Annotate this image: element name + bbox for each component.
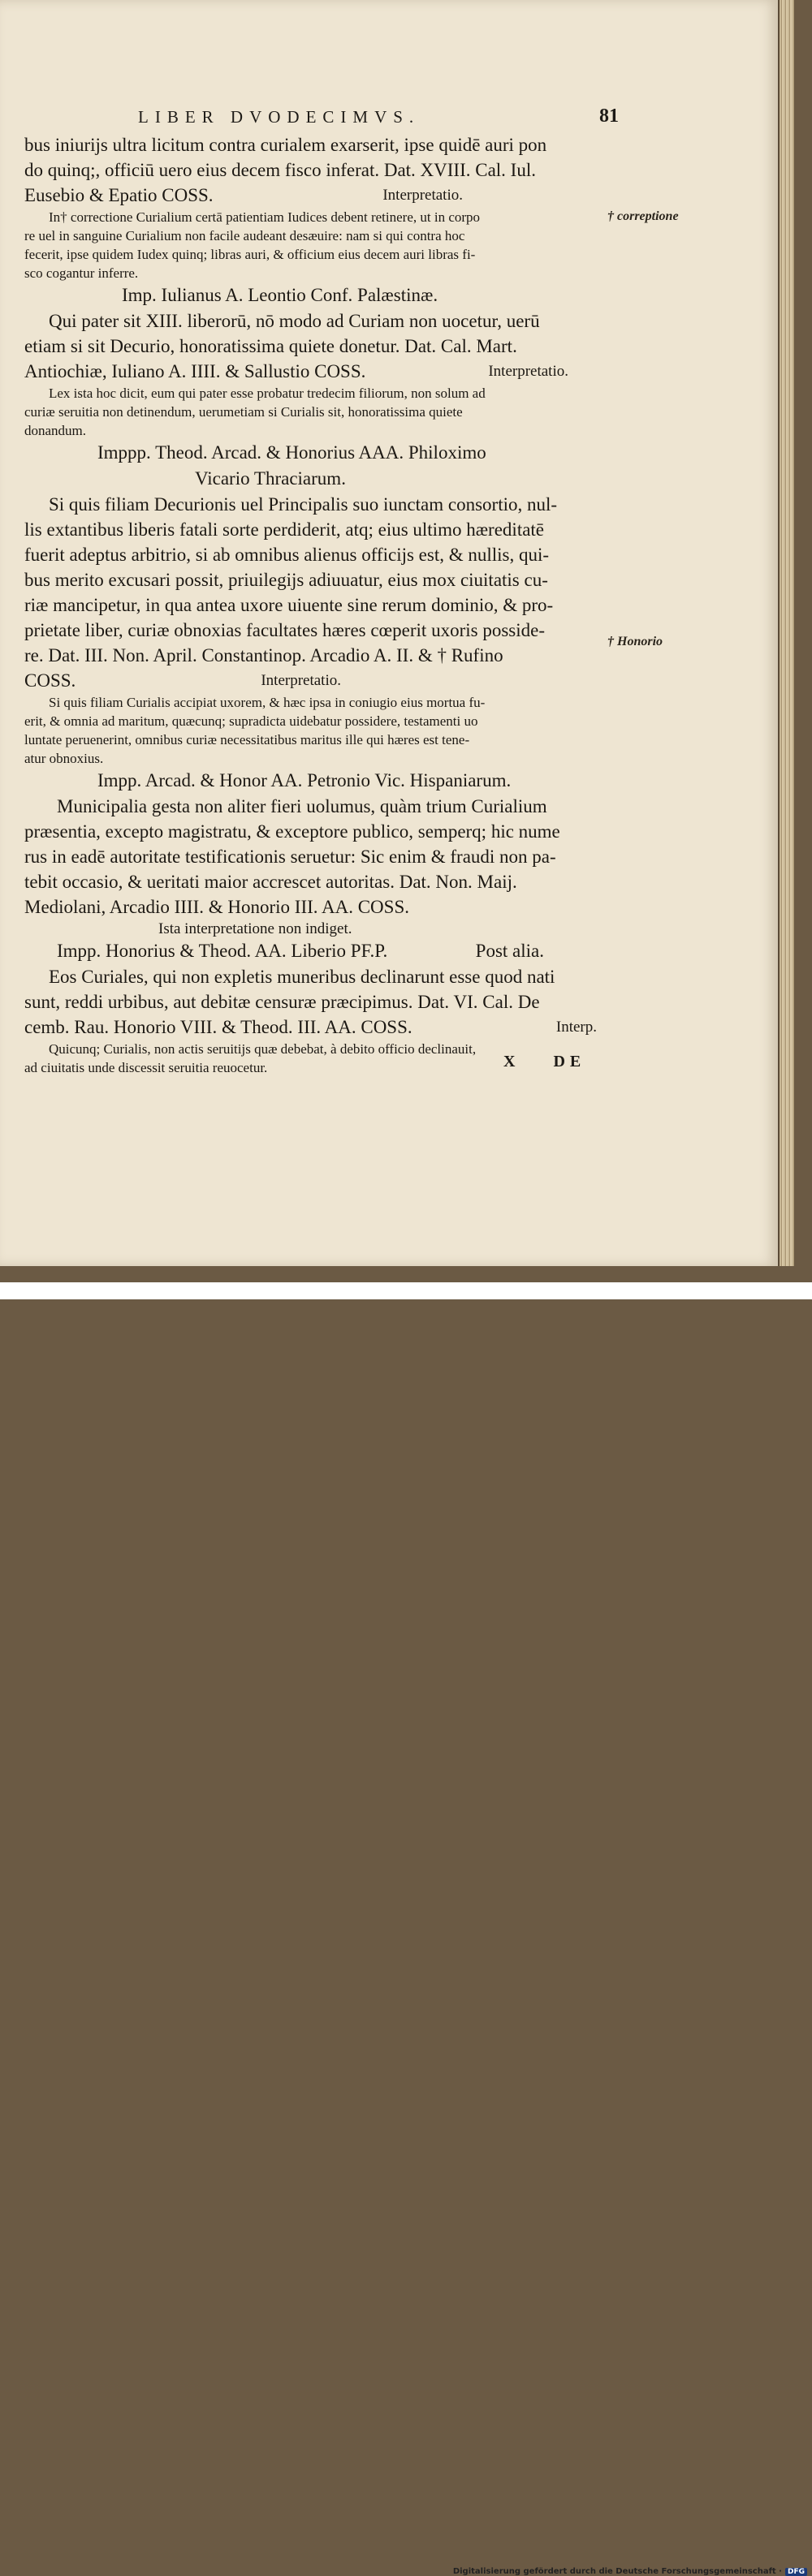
- dfg-logo: DFG: [785, 2568, 807, 2576]
- text-line: bus merito excusari possit, priuilegijs adiuuatur, eius mox ciuitatis cu-: [24, 570, 548, 590]
- text-line: Si quis filiam Curialis accipiat uxorem, & hæc ipsa in coniugio eius mortua fu-: [49, 695, 486, 710]
- signature-mark: X: [503, 1053, 520, 1070]
- rubric-line: Imp. Iulianus A. Leontio Conf. Palæstinæ.: [122, 285, 438, 305]
- text-line: Lex ista hoc dicit, eum qui pater esse probatur tredecim filiorum, non solum ad: [49, 386, 486, 401]
- footer-credit-text: Digitalisierung gefördert durch die Deutsche Forschungsgemeinschaft ·: [452, 2567, 782, 2576]
- text-line: Municipalia gesta non aliter fieri uolumus, quàm trium Curialium: [57, 796, 547, 816]
- folio-number: 81: [599, 106, 619, 127]
- text-segment: COSS.: [24, 670, 76, 691]
- text-line: [24, 359, 601, 384]
- text-line: donandum.: [24, 423, 87, 438]
- interpretatio-label: Interpretatio.: [261, 672, 341, 689]
- text-segment: Impp. Honorius & Theod. AA. Liberio PF.P.: [57, 941, 388, 961]
- interpretatio-label: Interpretatio.: [488, 363, 568, 380]
- text-line: [24, 183, 601, 208]
- marginal-note: † Honorio: [607, 635, 663, 648]
- rubric-line: Imppp. Theod. Arcad. & Honorius AAA. Philoximo: [97, 442, 486, 463]
- text-line: lis extantibus liberis fatali sorte perdiderit, atq; eius ultimo hæreditatē: [24, 519, 545, 540]
- text-line: Ista interpretatione non indiget.: [158, 920, 352, 937]
- text-line: erit, & omnia ad maritum, quæcunq; supradicta uidebatur possidere, testamenti uo: [24, 713, 478, 729]
- main-text-block: [24, 132, 601, 1077]
- catchword-line: [503, 1053, 585, 1071]
- text-line: do quinq;, officiū uero eius decem fisco inferat. Dat. XVIII. Cal. Iul.: [24, 160, 536, 180]
- footer-credit: [453, 2567, 807, 2576]
- text-line: sunt, reddi urbibus, aut debitæ censuræ præcipimus. Dat. VI. Cal. De: [24, 992, 540, 1012]
- text-line: [24, 668, 601, 693]
- text-line: Eos Curiales, qui non expletis muneribus declinarunt esse quod nati: [49, 967, 555, 987]
- post-alia-label: Post alia.: [475, 941, 544, 961]
- text-line: re. Dat. III. Non. April. Constantinop. Arcadio A. II. & † Rufino: [24, 645, 503, 666]
- text-line: luntate peruenerint, omnibus curiæ necessitatibus maritus ille qui hæres est tene-: [24, 732, 470, 747]
- text-line: fuerit adeptus arbitrio, si ab omnibus alienus officijs est, & nullis, qui-: [24, 545, 550, 565]
- text-line: atur obnoxius.: [24, 751, 104, 766]
- text-line: Qui pater sit XIII. liberorū, nō modo ad Curiam non uocetur, uerū: [49, 311, 540, 331]
- text-line: præsentia, excepto magistratu, & exceptore publico, semperq; hic nume: [24, 821, 560, 842]
- footer-bar: [0, 1282, 812, 2576]
- catchword: DE: [553, 1053, 586, 1070]
- text-line: curiæ seruitia non detinendum, uerumetiam si Curialis sit, honoratissima quiete: [24, 404, 463, 420]
- text-line: etiam si sit Decurio, honoratissima quiete donetur. Dat. Cal. Mart.: [24, 336, 517, 356]
- page-header: [122, 107, 625, 131]
- text-line: [24, 1014, 601, 1040]
- text-line: Si quis filiam Decurionis uel Principalis suo iunctam consortio, nul-: [49, 494, 558, 515]
- text-line: Mediolani, Arcadio IIII. & Honorio III. AA. COSS.: [24, 897, 409, 917]
- text-line: fecerit, ipse quidem Iudex quinq; libras auri, & officium eius decem auri libras fi-: [24, 247, 476, 262]
- text-line: Quicunq; Curialis, non actis seruitijs quæ debebat, à debito officio declinauit,: [49, 1041, 477, 1057]
- text-line: tebit occasio, & ueritati maior accrescet autoritas. Dat. Non. Maij.: [24, 872, 517, 892]
- text-segment: cemb. Rau. Honorio VIII. & Theod. III. AA. COSS.: [24, 1017, 412, 1037]
- text-line: re uel in sanguine Curialium non facile audeant desæuire: nam si qui contra hoc: [24, 228, 465, 243]
- text-line: In† correctione Curialium certā patientiam Iudices debent retinere, ut in corpo: [49, 209, 481, 225]
- page-fore-edge: [780, 0, 794, 1266]
- text-line: ad ciuitatis unde discessit seruitia reuocetur.: [24, 1060, 268, 1075]
- text-line: rus in eadē autoritate testificationis seruetur: Sic enim & fraudi non pa-: [24, 846, 556, 867]
- rubric-line: Impp. Arcad. & Honor AA. Petronio Vic. Hispaniarum.: [97, 770, 512, 790]
- interpretatio-label: Interpretatio.: [382, 187, 463, 204]
- text-line: sco cogantur inferre.: [24, 265, 139, 281]
- running-head: LIBER DVODECIMVS.: [138, 107, 421, 127]
- text-segment: Antiochiæ, Iuliano A. IIII. & Sallustio COSS.: [24, 361, 366, 381]
- text-line: prietate liber, curiæ obnoxias facultates hæres cœperit uxoris posside-: [24, 620, 545, 640]
- rubric-line: [24, 938, 601, 964]
- text-segment: Eusebio & Epatio COSS.: [24, 185, 214, 205]
- text-line: bus iniurijs ultra licitum contra curialem exarserit, ipse quidē auri pon: [24, 135, 547, 155]
- text-line: riæ mancipetur, in qua antea uxore uiuente sine rerum dominio, & pro-: [24, 595, 554, 615]
- rubric-line: Vicario Thraciarum.: [195, 468, 346, 489]
- marginal-note: † correptione: [607, 209, 679, 223]
- interpretatio-label: Interp.: [555, 1019, 597, 1036]
